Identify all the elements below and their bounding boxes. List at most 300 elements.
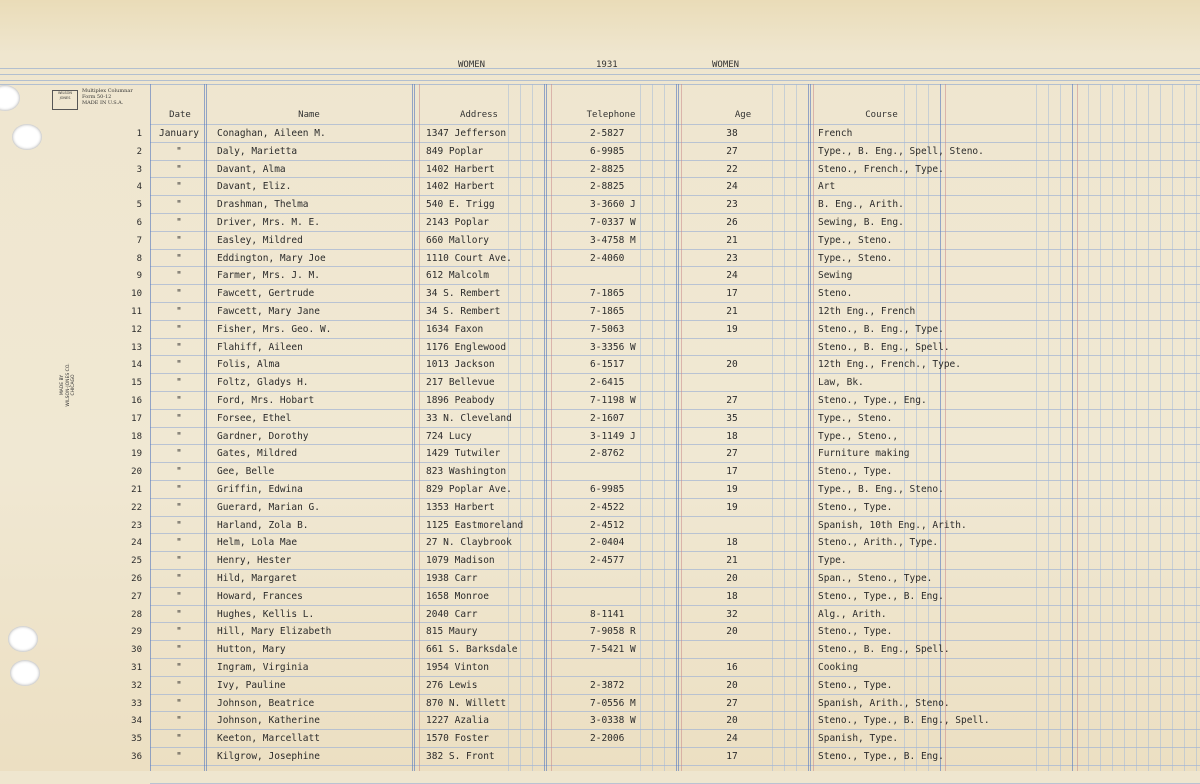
row-address: 1110 Court Ave. (426, 252, 512, 264)
row-address: 1634 Faxon (426, 323, 484, 335)
row-telephone: 2-3872 (590, 679, 625, 691)
row-age: 21 (726, 555, 738, 567)
table-row (0, 677, 1200, 695)
row-date: " (176, 537, 182, 549)
row-address: 1353 Harbert (426, 501, 495, 513)
row-date: " (176, 359, 182, 371)
row-name: Griffin, Edwina (217, 484, 303, 495)
row-name: Forsee, Ethel (217, 412, 292, 424)
row-number: 21 (131, 485, 142, 495)
row-course: Steno., Type. (818, 679, 893, 691)
row-telephone: 7-0556 M (590, 697, 636, 709)
row-number: 18 (131, 431, 142, 442)
row-name: Howard, Frances (217, 590, 303, 602)
row-name: Ingram, Virginia (217, 662, 309, 673)
row-telephone: 7-1865 (590, 306, 625, 317)
row-telephone: 2-4577 (590, 555, 625, 567)
column-header-name: Name (298, 110, 320, 120)
ruled-line (150, 783, 1200, 784)
row-number: 29 (131, 627, 142, 638)
row-age: 26 (726, 217, 738, 228)
row-address: 1125 Eastmoreland (426, 519, 524, 531)
row-age: 20 (726, 715, 738, 727)
row-date: " (176, 644, 182, 656)
row-number: 35 (131, 734, 142, 745)
row-date: " (176, 377, 182, 389)
row-course: Steno., B. Eng., Type. (818, 323, 944, 335)
row-number: 25 (131, 556, 142, 567)
row-address: 2040 Carr (426, 608, 478, 620)
row-number: 34 (131, 716, 142, 727)
row-telephone: 3-0338 W (590, 715, 636, 727)
table-row (0, 517, 1200, 535)
row-address: 540 E. Trigg (426, 199, 495, 211)
row-address: 1079 Madison (426, 555, 495, 567)
row-address: 1938 Carr (426, 573, 478, 584)
table-row (0, 267, 1200, 285)
row-number: 2 (136, 146, 142, 157)
row-date: " (176, 395, 182, 406)
wilson-jones-logo: WILSON JONES (52, 90, 78, 110)
row-age: 24 (726, 733, 738, 745)
row-course: 12th Eng., French., Type. (818, 359, 961, 371)
row-course: Sewing, B. Eng. (818, 217, 904, 228)
row-telephone: 2-2006 (590, 733, 625, 745)
row-telephone: 2-8825 (590, 163, 625, 175)
row-telephone: 3-3660 J (590, 199, 636, 211)
table-row (0, 641, 1200, 659)
table-row (0, 428, 1200, 446)
row-age: 27 (726, 448, 738, 460)
row-age: 18 (726, 590, 738, 602)
top-rule-line (0, 80, 1200, 81)
table-row (0, 250, 1200, 268)
table-row (0, 588, 1200, 606)
row-number: 13 (131, 342, 142, 353)
row-name: Easley, Mildred (217, 234, 303, 246)
row-age: 27 (726, 145, 738, 157)
row-date: " (176, 323, 182, 335)
row-name: Flahiff, Aileen (217, 341, 303, 353)
table-row (0, 499, 1200, 517)
row-address: 1013 Jackson (426, 359, 495, 371)
table-row (0, 552, 1200, 570)
row-age: 19 (726, 323, 738, 335)
row-course: Art (818, 181, 836, 193)
row-course: Spanish, Type. (818, 733, 899, 745)
row-course: Cooking (818, 662, 859, 673)
row-course: Steno., Type., Eng. (818, 395, 927, 406)
row-course: Type., Steno. (818, 252, 893, 264)
row-telephone: 3-3356 W (590, 341, 636, 353)
row-address: 382 S. Front (426, 751, 495, 762)
row-address: 661 S. Barksdale (426, 644, 518, 656)
row-number: 5 (136, 200, 142, 211)
row-course: Type., Steno. (818, 234, 893, 246)
row-date: " (176, 608, 182, 620)
row-course: Steno., Type. (818, 626, 893, 638)
row-number: 19 (131, 449, 142, 460)
row-telephone: 2-4522 (590, 501, 625, 513)
row-address: 870 N. Willett (426, 697, 507, 709)
table-row (0, 606, 1200, 624)
row-number: 12 (131, 324, 142, 335)
row-telephone: 2-8825 (590, 181, 625, 193)
row-date: " (176, 341, 182, 353)
row-name: Folis, Alma (217, 359, 280, 371)
row-telephone: 7-9058 R (590, 626, 636, 638)
row-age: 24 (726, 270, 738, 282)
row-address: 34 S. Rembert (426, 288, 501, 300)
row-course: Steno., Type. (818, 466, 893, 478)
row-date: " (176, 555, 182, 567)
row-date: " (176, 430, 182, 442)
row-address: 1570 Foster (426, 733, 489, 745)
table-row (0, 748, 1200, 766)
table-row (0, 143, 1200, 161)
maker-line2: WILSON-JONES CO. (65, 363, 71, 407)
row-name: Eddington, Mary Joe (217, 252, 326, 264)
row-age: 17 (726, 466, 738, 478)
row-name: Hutton, Mary (217, 644, 286, 656)
row-age: 18 (726, 537, 738, 549)
row-age: 22 (726, 163, 738, 175)
row-telephone: 7-5063 (590, 323, 625, 335)
row-age: 32 (726, 608, 738, 620)
row-address: 2143 Poplar (426, 217, 489, 228)
row-number: 20 (131, 467, 142, 478)
row-name: Conaghan, Aileen M. (217, 128, 326, 139)
row-telephone: 3-1149 J (590, 430, 636, 442)
row-name: Johnson, Beatrice (217, 697, 315, 709)
row-number: 1 (136, 129, 142, 139)
row-date: " (176, 715, 182, 727)
row-telephone: 2-5827 (590, 128, 625, 139)
row-telephone: 2-1607 (590, 412, 625, 424)
row-date: " (176, 733, 182, 745)
row-telephone: 8-1141 (590, 608, 625, 620)
row-date: " (176, 217, 182, 228)
row-address: 1896 Peabody (426, 395, 495, 406)
table-row (0, 570, 1200, 588)
row-number: 22 (131, 502, 142, 513)
row-address: 815 Maury (426, 626, 478, 638)
row-age: 24 (726, 181, 738, 193)
row-date: " (176, 626, 182, 638)
row-address: 1658 Monroe (426, 590, 489, 602)
row-address: 823 Washington (426, 466, 507, 478)
row-name: Hild, Margaret (217, 573, 298, 584)
row-date: " (176, 234, 182, 246)
row-number: 23 (131, 520, 142, 531)
maker-line3: CHICAGO (70, 374, 76, 396)
row-name: Gates, Mildred (217, 448, 298, 460)
row-address: 217 Bellevue (426, 377, 495, 389)
row-name: Harland, Zola B. (217, 519, 309, 531)
row-name: Gardner, Dorothy (217, 430, 309, 442)
column-header-age: Age (734, 110, 752, 120)
row-age: 20 (726, 359, 738, 371)
table-row (0, 196, 1200, 214)
row-date: " (176, 199, 182, 211)
row-course: Spanish, 10th Eng., Arith. (818, 519, 967, 531)
row-number: 10 (131, 289, 142, 300)
row-name: Henry, Hester (217, 555, 292, 567)
row-course: Law, Bk. (818, 377, 864, 389)
row-number: 28 (131, 609, 142, 620)
binder-hole-top (0, 85, 20, 111)
row-number: 8 (136, 253, 142, 264)
table-row (0, 481, 1200, 499)
page-header-left: WOMEN (458, 60, 486, 70)
row-date: January (158, 128, 200, 139)
table-row (0, 410, 1200, 428)
row-date: " (176, 288, 182, 300)
row-name: Driver, Mrs. M. E. (217, 217, 320, 228)
row-telephone: 2-6415 (590, 377, 625, 389)
form-label (52, 88, 152, 112)
row-address: 849 Poplar (426, 145, 484, 157)
row-course: Steno., B. Eng., Spell. (818, 644, 950, 656)
row-telephone: 6-9985 (590, 484, 625, 495)
row-address: 612 Malcolm (426, 270, 489, 282)
column-header-telephone: Telephone (586, 110, 636, 120)
row-course: Type., B. Eng., Steno. (818, 484, 944, 495)
table-row (0, 285, 1200, 303)
row-number: 17 (131, 413, 142, 424)
row-number: 3 (136, 164, 142, 175)
row-telephone: 2-4060 (590, 252, 625, 264)
row-address: 276 Lewis (426, 679, 478, 691)
row-number: 14 (131, 360, 142, 371)
row-course: 12th Eng., French (818, 306, 916, 317)
table-row (0, 214, 1200, 232)
table-row (0, 712, 1200, 730)
row-course: Steno., Type., B. Eng. (818, 751, 944, 762)
column-header-course: Course (865, 110, 898, 120)
table-row (0, 356, 1200, 374)
row-age: 21 (726, 306, 738, 317)
row-telephone: 2-8762 (590, 448, 625, 460)
row-name: Drashman, Thelma (217, 199, 309, 211)
row-course: French (818, 128, 853, 139)
table-row (0, 125, 1200, 143)
row-telephone: 6-9985 (590, 145, 625, 157)
row-course: Type. (818, 555, 847, 567)
row-age: 17 (726, 751, 738, 762)
row-course: Steno., Arith., Type. (818, 537, 939, 549)
row-course: Type., Steno., (818, 430, 899, 442)
row-name: Hughes, Kellis L. (217, 608, 315, 620)
row-telephone: 2-0404 (590, 537, 625, 549)
row-name: Ivy, Pauline (217, 679, 286, 691)
row-name: Johnson, Katherine (217, 715, 320, 727)
row-age: 20 (726, 679, 738, 691)
row-address: 1954 Vinton (426, 662, 489, 673)
row-name: Foltz, Gladys H. (217, 377, 309, 389)
row-telephone: 3-4758 M (590, 234, 636, 246)
table-row (0, 695, 1200, 713)
row-name: Hill, Mary Elizabeth (217, 626, 332, 638)
row-date: " (176, 448, 182, 460)
table-row (0, 321, 1200, 339)
row-age: 21 (726, 234, 738, 246)
column-header-date: Date (169, 110, 191, 120)
table-row (0, 178, 1200, 196)
row-address: 1227 Azalia (426, 715, 489, 727)
row-course: Type., Steno. (818, 412, 893, 424)
top-rule-line (0, 74, 1200, 75)
row-date: " (176, 484, 182, 495)
row-telephone: 7-1865 (590, 288, 625, 300)
row-name: Daly, Marietta (217, 145, 298, 157)
row-age: 20 (726, 626, 738, 638)
row-number: 31 (131, 663, 142, 673)
row-number: 30 (131, 645, 142, 656)
row-telephone: 7-1198 W (590, 395, 636, 406)
row-date: " (176, 270, 182, 282)
row-date: " (176, 573, 182, 584)
row-address: 27 N. Claybrook (426, 537, 512, 549)
row-date: " (176, 466, 182, 478)
row-date: " (176, 252, 182, 264)
table-row (0, 392, 1200, 410)
row-date: " (176, 679, 182, 691)
page-header-year: 1931 (596, 60, 618, 70)
row-date: " (176, 501, 182, 513)
row-course: Steno., Type., B. Eng. (818, 590, 944, 602)
maker-line1: MADE BY (59, 374, 65, 396)
row-number: 11 (131, 307, 142, 317)
row-age: 16 (726, 662, 738, 673)
row-course: Spanish, Arith., Steno. (818, 697, 950, 709)
row-age: 27 (726, 395, 738, 406)
row-age: 19 (726, 501, 738, 513)
table-row (0, 659, 1200, 677)
row-address: 724 Lucy (426, 430, 472, 442)
form-label-line1: Multiplex Columnar (82, 88, 133, 94)
row-course: Steno. (818, 288, 853, 300)
row-address: 1176 Englewood (426, 341, 507, 353)
row-name: Davant, Eliz. (217, 181, 292, 193)
row-course: Furniture making (818, 448, 910, 460)
column-header-address: Address (460, 110, 498, 120)
row-address: 34 S. Rembert (426, 306, 501, 317)
row-date: " (176, 181, 182, 193)
row-age: 23 (726, 252, 738, 264)
row-date: " (176, 751, 182, 762)
row-name: Fawcett, Gertrude (217, 288, 315, 300)
row-address: 660 Mallory (426, 234, 489, 246)
row-number: 15 (131, 378, 142, 389)
row-age: 35 (726, 412, 738, 424)
row-date: " (176, 306, 182, 317)
row-number: 27 (131, 591, 142, 602)
row-age: 27 (726, 697, 738, 709)
form-label-text (82, 88, 152, 106)
table-row (0, 463, 1200, 481)
row-number: 9 (136, 271, 142, 282)
row-course: Steno., Type., B. Eng., Spell. (818, 715, 990, 727)
row-course: Steno., Type. (818, 501, 893, 513)
row-number: 32 (131, 680, 142, 691)
row-name: Fawcett, Mary Jane (217, 306, 320, 317)
row-address: 1402 Harbert (426, 181, 495, 193)
table-row (0, 445, 1200, 463)
row-name: Davant, Alma (217, 163, 286, 175)
table-row (0, 534, 1200, 552)
row-age: 17 (726, 288, 738, 300)
row-name: Ford, Mrs. Hobart (217, 395, 315, 406)
row-address: 1429 Tutwiler (426, 448, 501, 460)
row-address: 1402 Harbert (426, 163, 495, 175)
row-name: Farmer, Mrs. J. M. (217, 270, 320, 282)
row-date: " (176, 145, 182, 157)
row-telephone: 7-5421 W (590, 644, 636, 656)
table-row (0, 623, 1200, 641)
row-course: Steno., B. Eng., Spell. (818, 341, 950, 353)
table-row (0, 303, 1200, 321)
row-address: 829 Poplar Ave. (426, 484, 512, 495)
row-course: B. Eng., Arith. (818, 199, 904, 211)
row-course: Type., B. Eng., Spell, Steno. (818, 145, 984, 157)
row-age: 20 (726, 573, 738, 584)
row-number: 33 (131, 698, 142, 709)
row-number: 7 (136, 235, 142, 246)
row-name: Helm, Lola Mae (217, 537, 298, 549)
top-rule-line (0, 84, 1200, 85)
row-date: " (176, 519, 182, 531)
row-date: " (176, 412, 182, 424)
form-label-line2: Form 50-12 (82, 94, 112, 100)
row-number: 26 (131, 574, 142, 584)
row-number: 36 (131, 752, 142, 762)
table-row (0, 374, 1200, 392)
row-number: 24 (131, 538, 142, 549)
row-name: Guerard, Marian G. (217, 501, 320, 513)
row-course: Steno., French., Type. (818, 163, 944, 175)
row-address: 1347 Jefferson (426, 128, 507, 139)
row-number: 4 (136, 182, 142, 193)
row-telephone: 7-0337 W (590, 217, 636, 228)
table-row (0, 161, 1200, 179)
row-number: 6 (136, 218, 142, 228)
row-age: 19 (726, 484, 738, 495)
page-header-right: WOMEN (712, 60, 740, 70)
row-name: Fisher, Mrs. Geo. W. (217, 323, 332, 335)
row-course: Alg., Arith. (818, 608, 887, 620)
row-course: Sewing (818, 270, 853, 282)
row-telephone: 6-1517 (590, 359, 625, 371)
row-age: 23 (726, 199, 738, 211)
row-date: " (176, 697, 182, 709)
row-date: " (176, 590, 182, 602)
form-label-line3: MADE IN U.S.A. (82, 100, 124, 106)
row-date: " (176, 163, 182, 175)
row-address: 33 N. Cleveland (426, 412, 512, 424)
row-telephone: 2-4512 (590, 519, 625, 531)
table-row (0, 339, 1200, 357)
row-number: 16 (131, 396, 142, 406)
row-date: " (176, 662, 182, 673)
row-course: Span., Steno., Type. (818, 573, 933, 584)
row-age: 18 (726, 430, 738, 442)
row-name: Kilgrow, Josephine (217, 751, 320, 762)
table-row (0, 730, 1200, 748)
row-name: Keeton, Marcellatt (217, 733, 320, 745)
table-row (0, 232, 1200, 250)
row-name: Gee, Belle (217, 466, 275, 478)
